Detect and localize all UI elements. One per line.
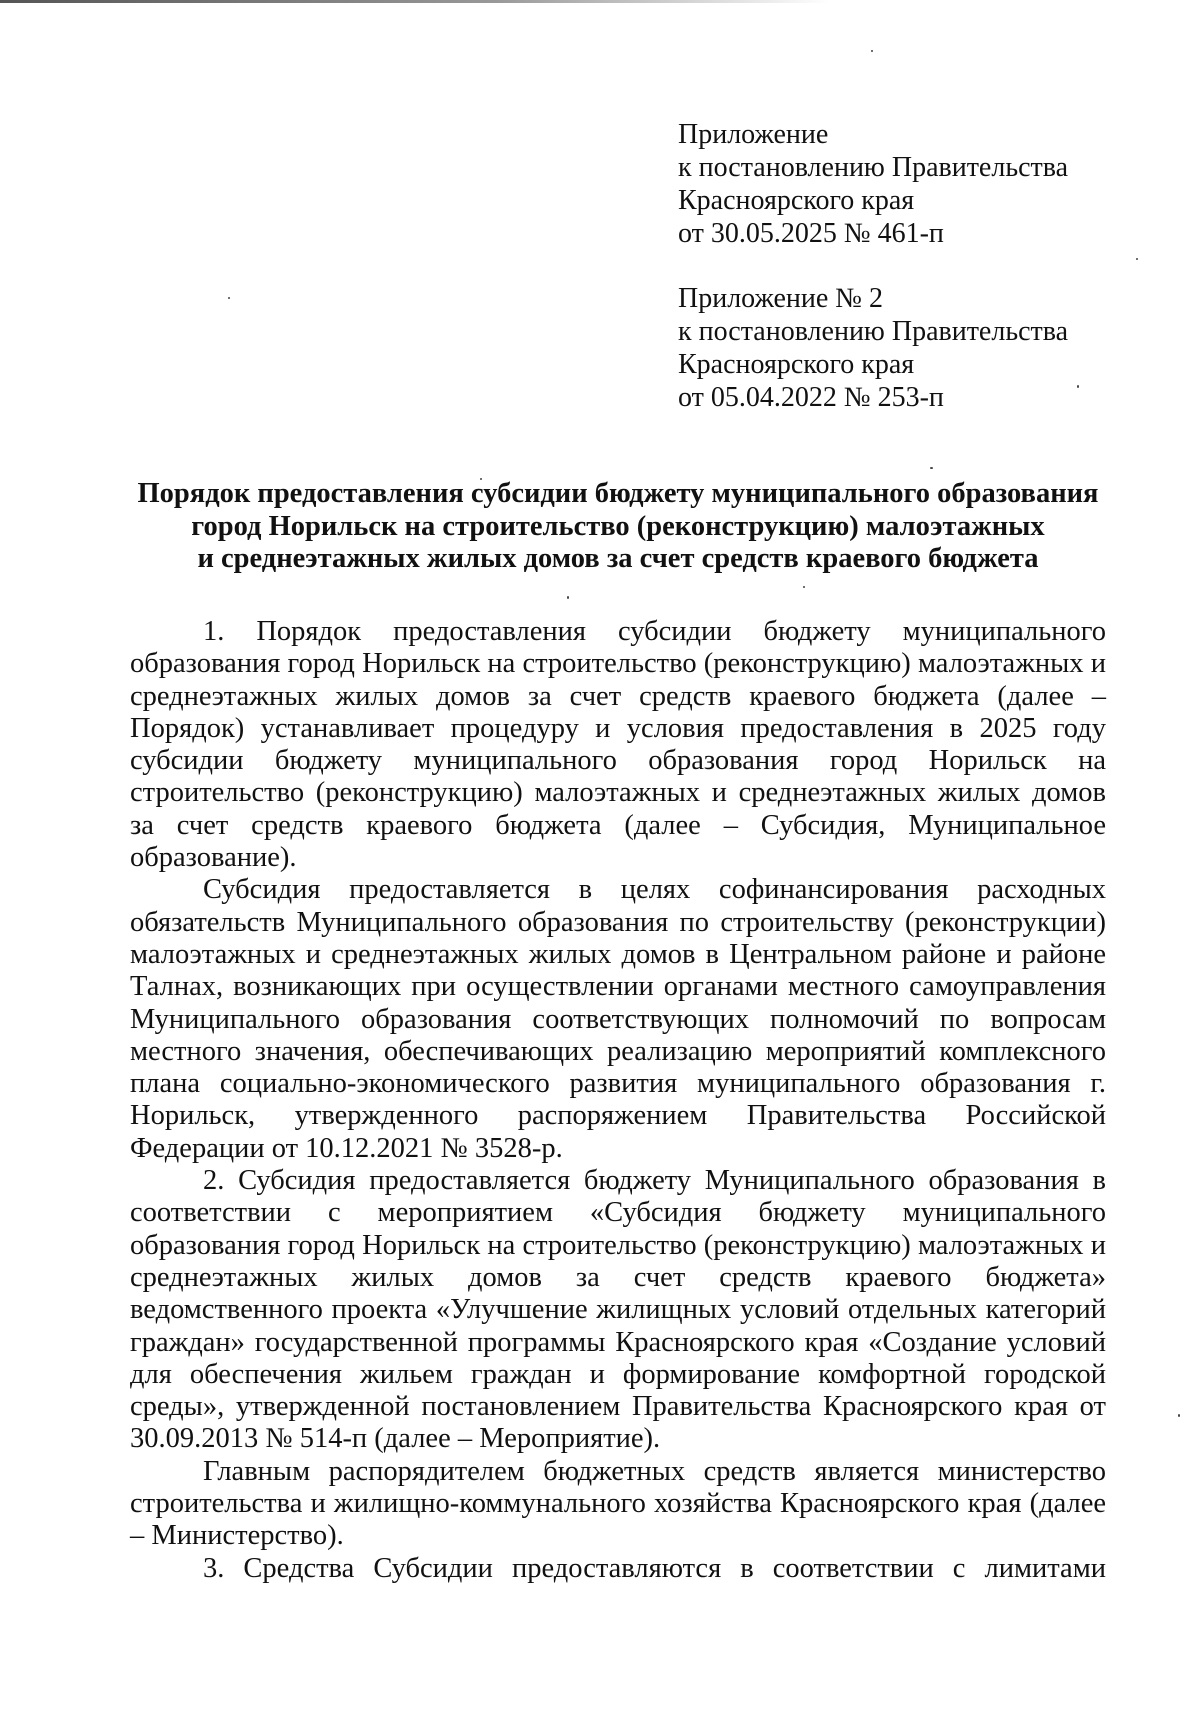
document-title — [130, 478, 1106, 576]
paragraph-5: 3. Средства Субсидии предоставляются в соответствии с лимитами — [203, 1552, 1106, 1584]
appendix-original-header — [678, 282, 1148, 414]
document-body — [130, 616, 1106, 1585]
title-line-1: Порядок предоставления субсидии бюджету муниципального образования — [137, 478, 1099, 509]
appendix-reference: к постановлению Правительства — [678, 316, 1069, 347]
scan-speck — [228, 297, 230, 299]
appendix-label: Приложение — [678, 119, 829, 150]
paragraph-4: Главным распорядителем бюджетных средств является министерство строительства и жилищно-коммунального хозяйства Красноярского края (далее – Министерство). — [130, 1455, 1106, 1552]
paragraph-3: 2. Субсидия предоставляется бюджету Муниципального образования в соответствии с мероприятием «Субсидия бюджету муниципального образования город Норильск на строительство (реконструкцию) малоэтажных и среднеэтажных жилых домов за счет средств краевого бюджета» ведомственного проекта «Улучшение жилищных условий отдельных категорий граждан» государственной программы Красноярского края «Создание условий для обеспечения жильем граждан и формирование комфортной городской среды», утвержденной постановлением Правительства Красноярского края от 30.09.2013 № 514-п (далее – Мероприятие). — [130, 1165, 1106, 1455]
title-line-2: город Норильск на строительство (реконструкцию) малоэтажных — [191, 510, 1045, 542]
scan-speck — [930, 467, 933, 469]
scan-speck — [803, 586, 805, 588]
appendix-authority: Красноярского края — [678, 349, 915, 380]
paragraph-2: Субсидия предоставляется в целях софинансирования расходных обязательств Муниципального образования по строительству (реконструкции) малоэтажных и среднеэтажных жилых домов в Центральном районе и районе Талнах, возникающих при осуществлении органами местного самоуправления Муниципального образования соответствующих полномочий по вопросам местного значения, обеспечивающих реализацию мероприятий комплексного плана социально-экономического развития муниципального образования г. Норильск, утвержденного распоряжением Правительства Российской Федерации от 10.12.2021 № 3528-р. — [130, 874, 1106, 1164]
appendix-authority: Красноярского края — [678, 185, 915, 216]
scan-speck — [871, 50, 873, 52]
paragraph-1: 1. Порядок предоставления субсидии бюджету муниципального образования город Норильск на строительство (реконструкцию) малоэтажных и среднеэтажных жилых домов за счет средств краевого бюджета (далее – Порядок) устанавливает процедуру и условия предоставления в 2025 году субсидии бюджету муниципального образования город Норильск на строительство (реконструкцию) малоэтажных и среднеэтажных жилых домов за счет средств краевого бюджета (далее – Субсидия, Муниципальное образование). — [130, 616, 1106, 874]
appendix-label: Приложение № 2 — [678, 283, 883, 314]
appendix-reference: к постановлению Правительства — [678, 152, 1069, 183]
scan-speck — [1136, 258, 1138, 260]
title-line-3: и среднеэтажных жилых домов за счет средств краевого бюджета — [197, 543, 1039, 574]
scan-edge-line — [0, 0, 830, 3]
appendix-date-number: от 05.04.2022 № 253-п — [678, 382, 944, 413]
appendix-date-number: от 30.05.2025 № 461-п — [678, 218, 944, 249]
scan-speck — [1178, 1414, 1180, 1417]
appendix-current-header — [678, 118, 1148, 250]
scan-speck — [567, 596, 569, 599]
